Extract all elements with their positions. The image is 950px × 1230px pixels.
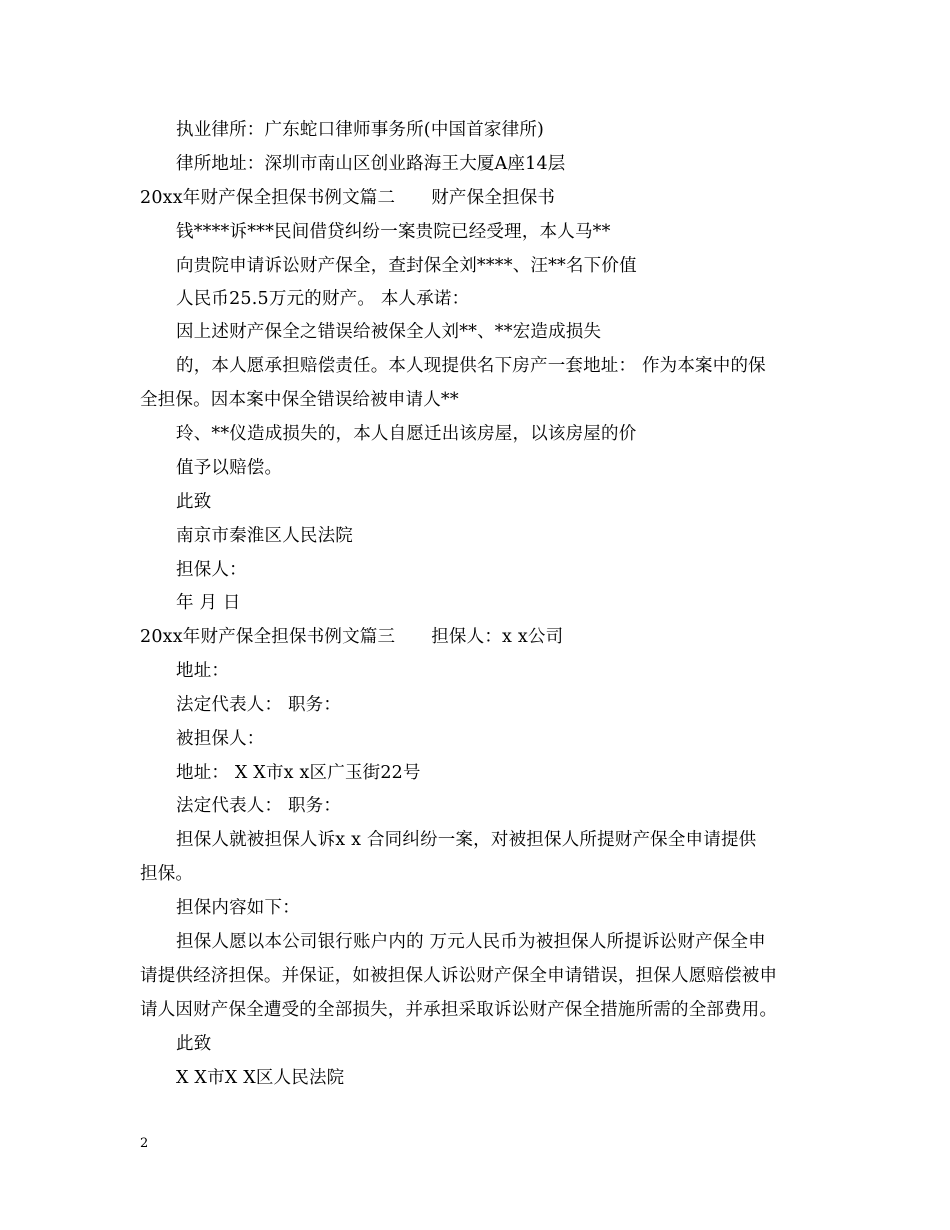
text-line: 法定代表人： 职务： bbox=[176, 695, 342, 715]
text-line: 法定代表人： 职务： bbox=[176, 796, 342, 816]
text-line: 玲、**仪造成损失的，本人自愿迁出该房屋，以该房屋的价 bbox=[176, 424, 637, 444]
page-number: 2 bbox=[140, 1136, 149, 1151]
text-line: 年 月 日 bbox=[176, 593, 241, 613]
text-line: 此致 bbox=[176, 492, 212, 512]
text-line: 请人因财产保全遭受的全部损失，并承担采取诉讼财产保全措施所需的全部费用。 bbox=[140, 1000, 778, 1020]
text-line: 的，本人愿承担赔偿责任。本人现提供名下房产一套地址： 作为本案中的保 bbox=[176, 356, 766, 376]
text-line: 担保。 bbox=[140, 864, 194, 884]
text-line: 此致 bbox=[176, 1034, 212, 1054]
text-line: 担保内容如下： bbox=[176, 898, 300, 918]
text-line: 请提供经济担保。并保证，如被担保人诉讼财产保全申请错误，担保人愿赔偿被申 bbox=[140, 966, 778, 986]
text-line: 地址： X X市x x区广玉街22号 bbox=[176, 763, 421, 783]
text-line: 值予以赔偿。 bbox=[176, 458, 283, 478]
section-heading bbox=[140, 186, 812, 210]
text-line: X X市X X区人民法院 bbox=[176, 1068, 345, 1088]
text-line: 因上述财产保全之错误给被保全人刘**、**宏造成损失 bbox=[176, 322, 602, 342]
text-line: 担保人愿以本公司银行账户内的 万元人民币为被担保人所提诉讼财产保全申 bbox=[176, 932, 766, 952]
text-line: 担保人就被担保人诉x x 合同纠纷一案，对被担保人所提财产保全申请提供 bbox=[176, 830, 757, 850]
section-subtitle: 财产保全担保书 bbox=[431, 188, 556, 208]
text-line: 担保人： bbox=[176, 560, 247, 580]
text-line: 律所地址：深圳市南山区创业路海王大厦A座14层 bbox=[176, 154, 566, 174]
section-heading bbox=[140, 625, 812, 649]
text-line: 地址： bbox=[176, 661, 230, 681]
text-line: 全担保。因本案中保全错误给被申请人** bbox=[140, 390, 459, 410]
text-line: 向贵院申请诉讼财产保全，查封保全刘****、汪**名下价值 bbox=[176, 256, 637, 276]
section-subtitle: 担保人：x x公司 bbox=[431, 627, 564, 647]
text-line: 人民币25.5万元的财产。 本人承诺： bbox=[176, 289, 470, 309]
text-line: 钱****诉***民间借贷纠纷一案贵院已经受理，本人马** bbox=[176, 222, 611, 242]
section-title: 20xx年财产保全担保书例文篇三 bbox=[140, 627, 396, 647]
section-title: 20xx年财产保全担保书例文篇二 bbox=[140, 188, 396, 208]
text-line: 南京市秦淮区人民法院 bbox=[176, 526, 353, 546]
text-line: 执业律所：广东蛇口律师事务所(中国首家律所) bbox=[176, 120, 545, 140]
text-line: 被担保人： bbox=[176, 729, 265, 749]
